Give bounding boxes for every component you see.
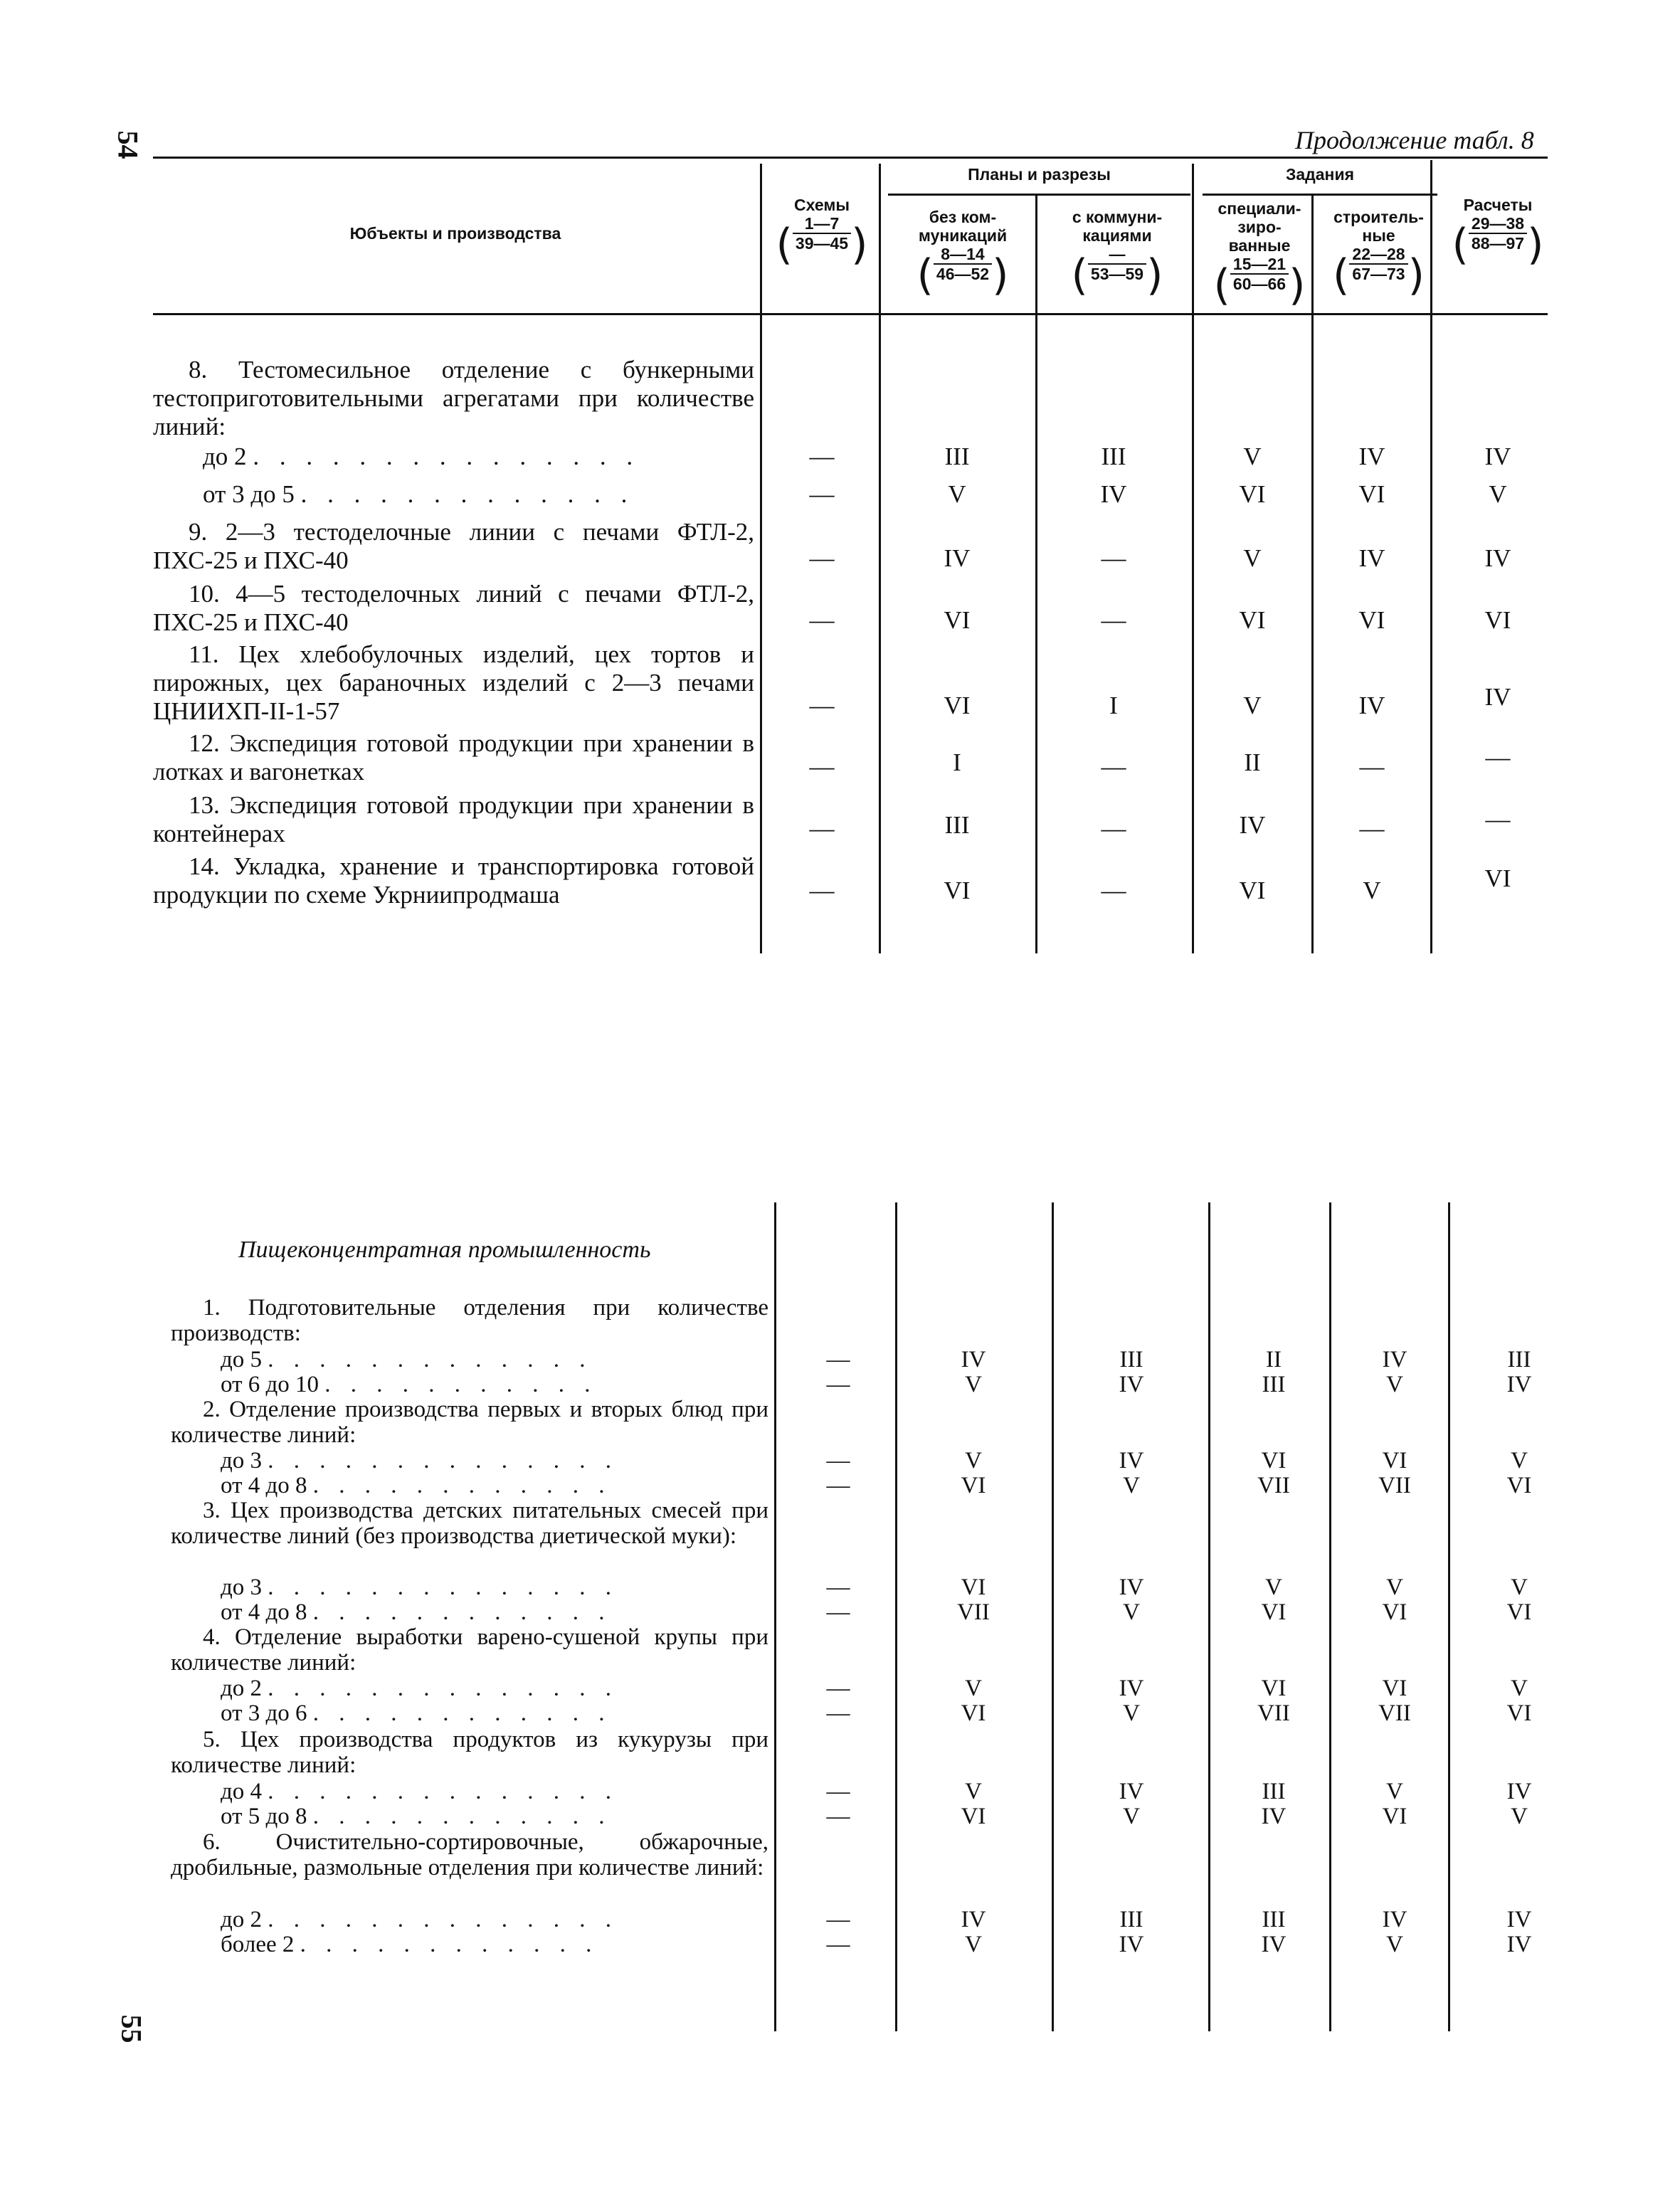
header-calcs: Расчеты ( $\frac{29—38}{88—97}$ ) [1452,196,1544,270]
page-number-bottom: 55 [115,2014,148,2043]
header-plans-no-comm: без ком- муникаций ( $\frac{8—14}{46—52}$ ) [916,208,1009,300]
header-plans-with-comm: с коммуни- кациями ( $\frac{—}{53—59}$ ) [1071,208,1163,300]
continuation-title: Продолжение табл. 8 [1295,126,1534,154]
table-row: 8. Тестомесильное отделение с бункерными тестоприготовительными агрегатами при количестве линий: [153,356,754,440]
header-tasks-build: строитель- ные ( $\frac{22—28}{67—73}$ ) [1332,208,1425,300]
header-plans: Планы и разрезы [968,165,1111,184]
header-tasks-special: специали- зиро- ванные ( $\frac{15—21}{60—66}$ ) [1213,199,1306,310]
header-schemes: Схемы ( $\frac{1—7}{39—45}$ ) [776,196,868,270]
section-title: Пищеконцентратная промышленность [238,1237,651,1263]
header-tasks: Задания [1285,165,1355,184]
page-number-top: 54 [112,130,144,159]
header-objects: Юбъекты и производства [349,224,561,243]
